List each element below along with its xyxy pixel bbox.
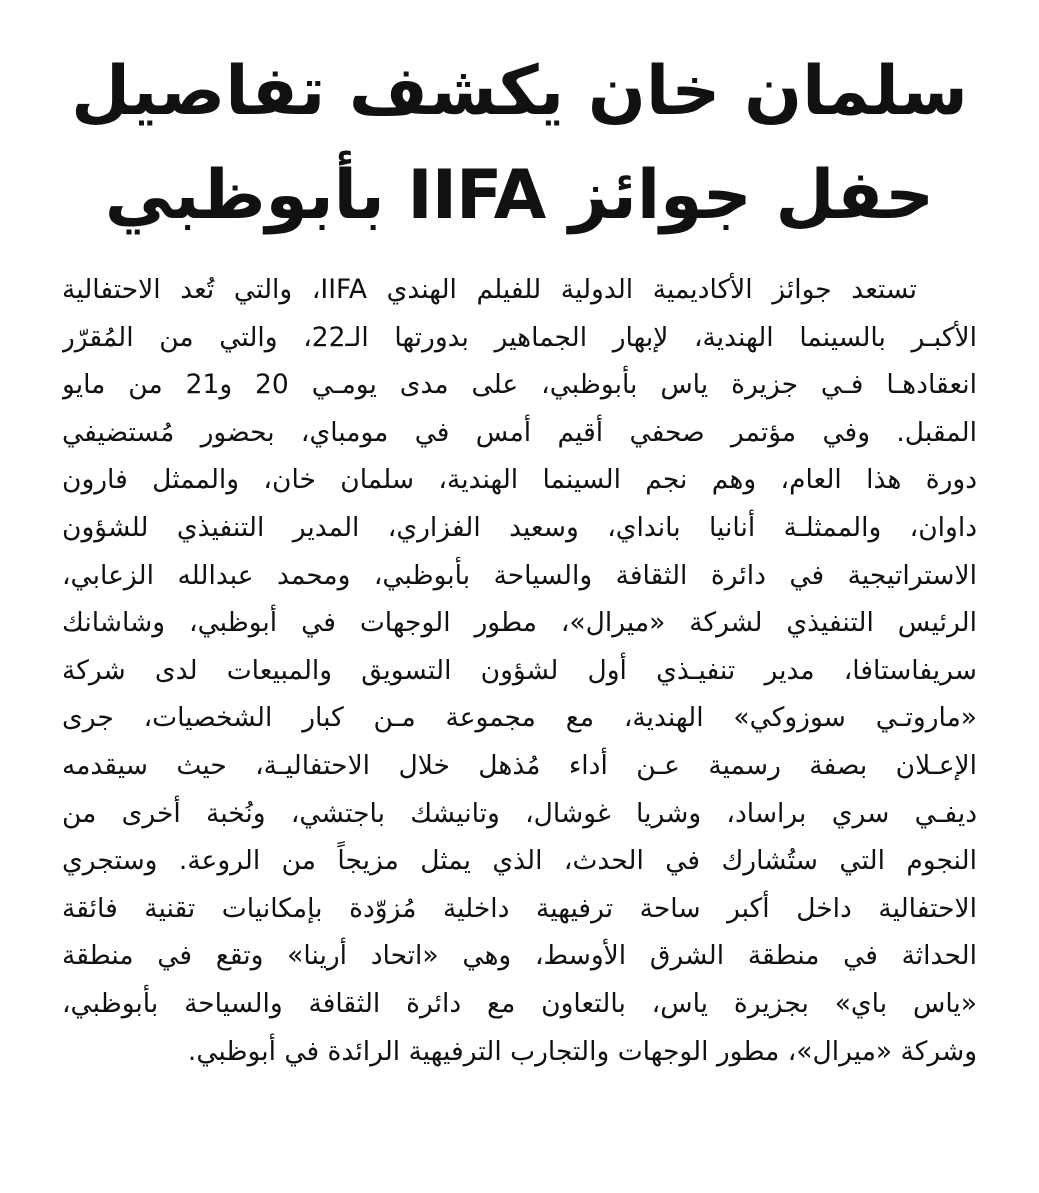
body-line: الرئيس التنفيذي لشركة «ميرال»، مطور الوجهات في أبوظبي، وشاشانك: [62, 607, 977, 639]
body-line: وشركة «ميرال»، مطور الوجهات والتجارب الترفيهية الرائدة في أبوظبي.: [187, 1035, 977, 1067]
body-line: «ماروتـي سوزوكي» الهندية، مع مجموعة مـن كبار الشخصيات، جرى: [62, 702, 977, 734]
body-line: ديفـي سري براساد، وشريا غوشال، وتانيشك باجتشي، ونُخبة أخرى من: [62, 797, 977, 829]
headline-line-2: حفل جوائز IIFA بأبوظبي: [104, 156, 935, 235]
body-line: سريفاستافا، مدير تنفيـذي أول لشؤون التسويق والمبيعات لدى شركة: [62, 654, 977, 686]
article-body: [62, 266, 977, 1075]
headline-line-1: سلمان خان يكشف تفاصيل: [71, 52, 968, 131]
body-line: المقبل. وفي مؤتمر صحفي أقيم أمس في مومباي، بحضور مُستضيفي: [62, 416, 977, 448]
body-line: «ياس باي» بجزيرة ياس، بالتعاون مع دائرة الثقافة والسياحة بأبوظبي،: [62, 987, 977, 1019]
body-line: انعقادهـا فـي جزيرة ياس بأبوظبي، على مدى يومـي 20 و21 من مايو: [62, 369, 977, 401]
article: [62, 40, 977, 1075]
body-line: تستعد جوائز الأكاديمية الدولية للفيلم الهندي IIFA، والتي تُعد الاحتفالية: [62, 274, 917, 305]
body-line: النجوم التي ستُشارك في الحدث، الذي يمثل مزيجاً من الروعة. وستجري: [62, 845, 977, 877]
body-line: الاحتفالية داخل أكبر ساحة ترفيهية داخلية مُزوّدة بإمكانيات تقنية فائقة: [62, 892, 977, 924]
body-line: الإعـلان بصفة رسمية عـن أداء مُذهل خلال الاحتفاليـة، حيث سيقدمه: [62, 749, 977, 781]
body-line: الاستراتيجية في دائرة الثقافة والسياحة بأبوظبي، ومحمد عبدالله الزعابي،: [62, 559, 977, 591]
body-line: دورة هذا العام، وهم نجم السينما الهندية، سلمان خان، والممثل فارون: [62, 464, 977, 496]
body-line: الحداثة في منطقة الشرق الأوسط، وهي «اتحاد أرينا» وتقع في منطقة: [62, 940, 977, 972]
body-line: داوان، والممثلـة أنانيا بانداي، وسعيد الفزاري، المدير التنفيذي للشؤون: [62, 511, 977, 543]
body-line: الأكبـر بالسينما الهندية، لإبهار الجماهير بدورتها الـ22، والتي من المُقرّر: [62, 321, 977, 353]
headline: [62, 40, 977, 248]
